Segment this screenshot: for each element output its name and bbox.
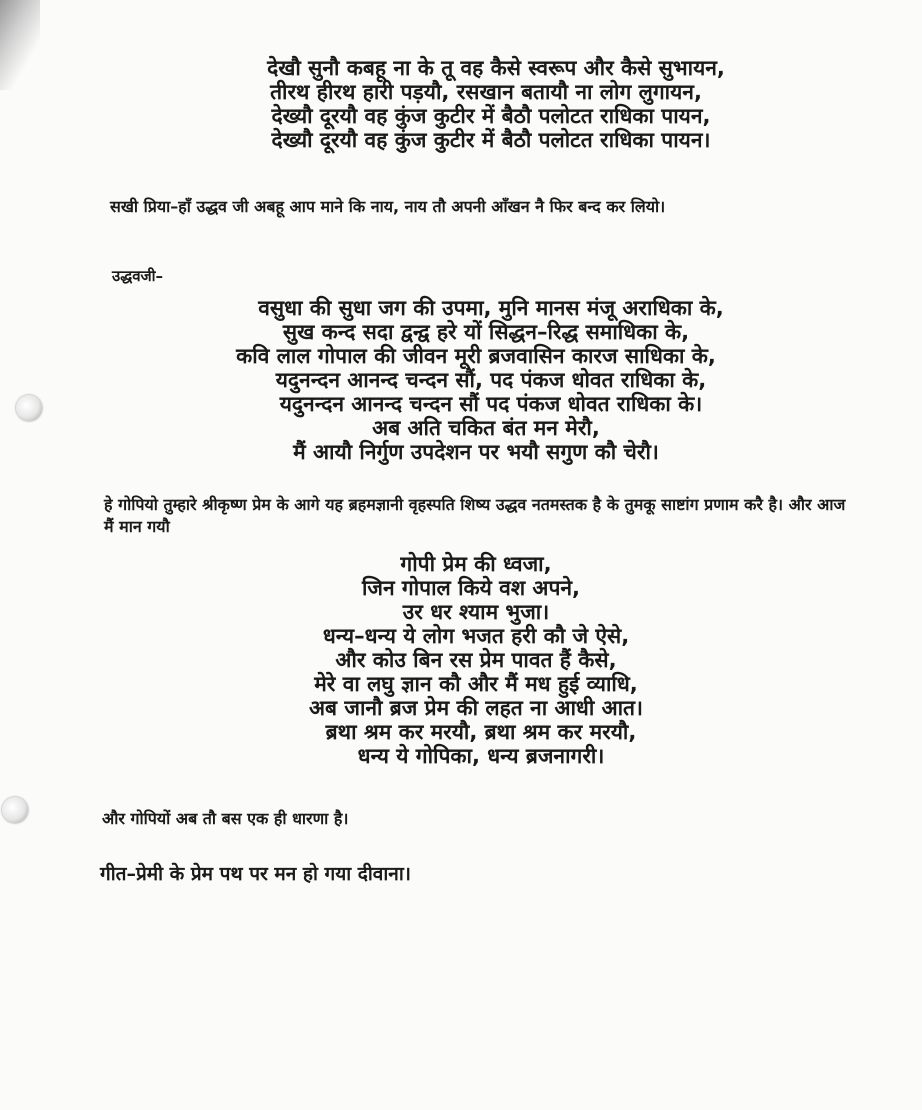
verse-1 xyxy=(0,56,922,152)
verse-1-line: देख्यौ दूरयौ वह कुंज कुटीर में बैठौ पलोटत राधिका पायन। xyxy=(271,128,711,152)
verse-2-line: मैं आयौ निर्गुण उपदेशन पर भयौ सगुण कौ चेरौ। xyxy=(293,440,659,464)
verse-2-line: सुख कन्द सदा द्वन्द्व हरे यों सिद्धन–रिद्ध समाधिका के, xyxy=(282,320,690,344)
speaker-label: उद्धवजी– xyxy=(112,267,164,285)
verse-2-line: यदुनन्दन आनन्द चन्दन सौं पद पंकज धोवत राधिका के। xyxy=(279,392,703,416)
verse-3-line: गोपी प्रेम की ध्वजा, xyxy=(400,552,552,576)
verse-1-line: तीरथ हीरथ हारी पड़यौ, रसखान बतायौ ना लोग लुगायन, xyxy=(270,80,702,104)
dharana-paragraph: और गोपियों अब तौ बस एक ही धारणा है। xyxy=(102,809,349,828)
verse-2-line: कवि लाल गोपाल की जीवन मूरी ब्रजवासिन कारज साधिका के, xyxy=(236,344,716,368)
verse-2-line: अब अति चकित बंत मन मेरौ, xyxy=(372,416,600,440)
gopiyo-paragraph: हे गोपियो तुम्हारे श्रीकृष्ण प्रेम के आगे यह ब्रहमज्ञानी वृहस्पति शिष्य उद्धव नतमस्तक है के तुमकू साष्टांग प्रणाम करै है। और आज मैं मान गयौ xyxy=(104,495,846,536)
binder-hole-bottom xyxy=(2,797,28,823)
sakhi-priya-paragraph: सखी प्रिया–हाँ उद्धव जी अबहू आप माने कि नाय, नाय तौ अपनी आँखन नै फिर बन्द कर लियो। xyxy=(110,197,666,216)
verse-3-line: और कोउ बिन रस प्रेम पावत हैं कैसे, xyxy=(335,648,617,672)
verse-3-line: जिन गोपाल किये वश अपने, xyxy=(361,576,581,600)
verse-3-line: मेरे वा लघु ज्ञान कौ और मैं मध हुई व्याधि, xyxy=(314,672,638,696)
verse-3 xyxy=(0,552,922,768)
song-title: गीत–प्रेमी के प्रेम पथ पर मन हो गया दीवाना। xyxy=(100,863,411,885)
verse-1-line: देख्यौ दूरयौ वह कुंज कुटीर में बैठौ पलोटत राधिका पायन, xyxy=(271,104,711,128)
verse-3-line: धन्य ये गोपिका, धन्य ब्रजनागरी। xyxy=(357,744,605,768)
verse-3-line: उर धर श्याम भुजा। xyxy=(402,600,550,624)
verse-1-line: देखौ सुनौ कबहू ना के तू वह कैसे स्वरूप और कैसे सुभायन, xyxy=(267,56,725,80)
verse-3-line: ब्रथा श्रम कर मरयौ, ब्रथा श्रम कर मरयौ, xyxy=(325,720,637,744)
verse-3-line: धन्य–धन्य ये लोग भजत हरी कौ जे ऐसे, xyxy=(322,624,630,648)
verse-2 xyxy=(0,296,922,464)
verse-2-line: वसुधा की सुधा जग की उपमा, मुनि मानस मंजू अराधिका के, xyxy=(258,296,724,320)
verse-3-line: अब जानौ ब्रज प्रेम की लहत ना आधी आत। xyxy=(309,696,643,720)
verse-2-line: यदुनन्दन आनन्द चन्दन सौं, पद पंकज धोवत राधिका के, xyxy=(275,368,707,392)
